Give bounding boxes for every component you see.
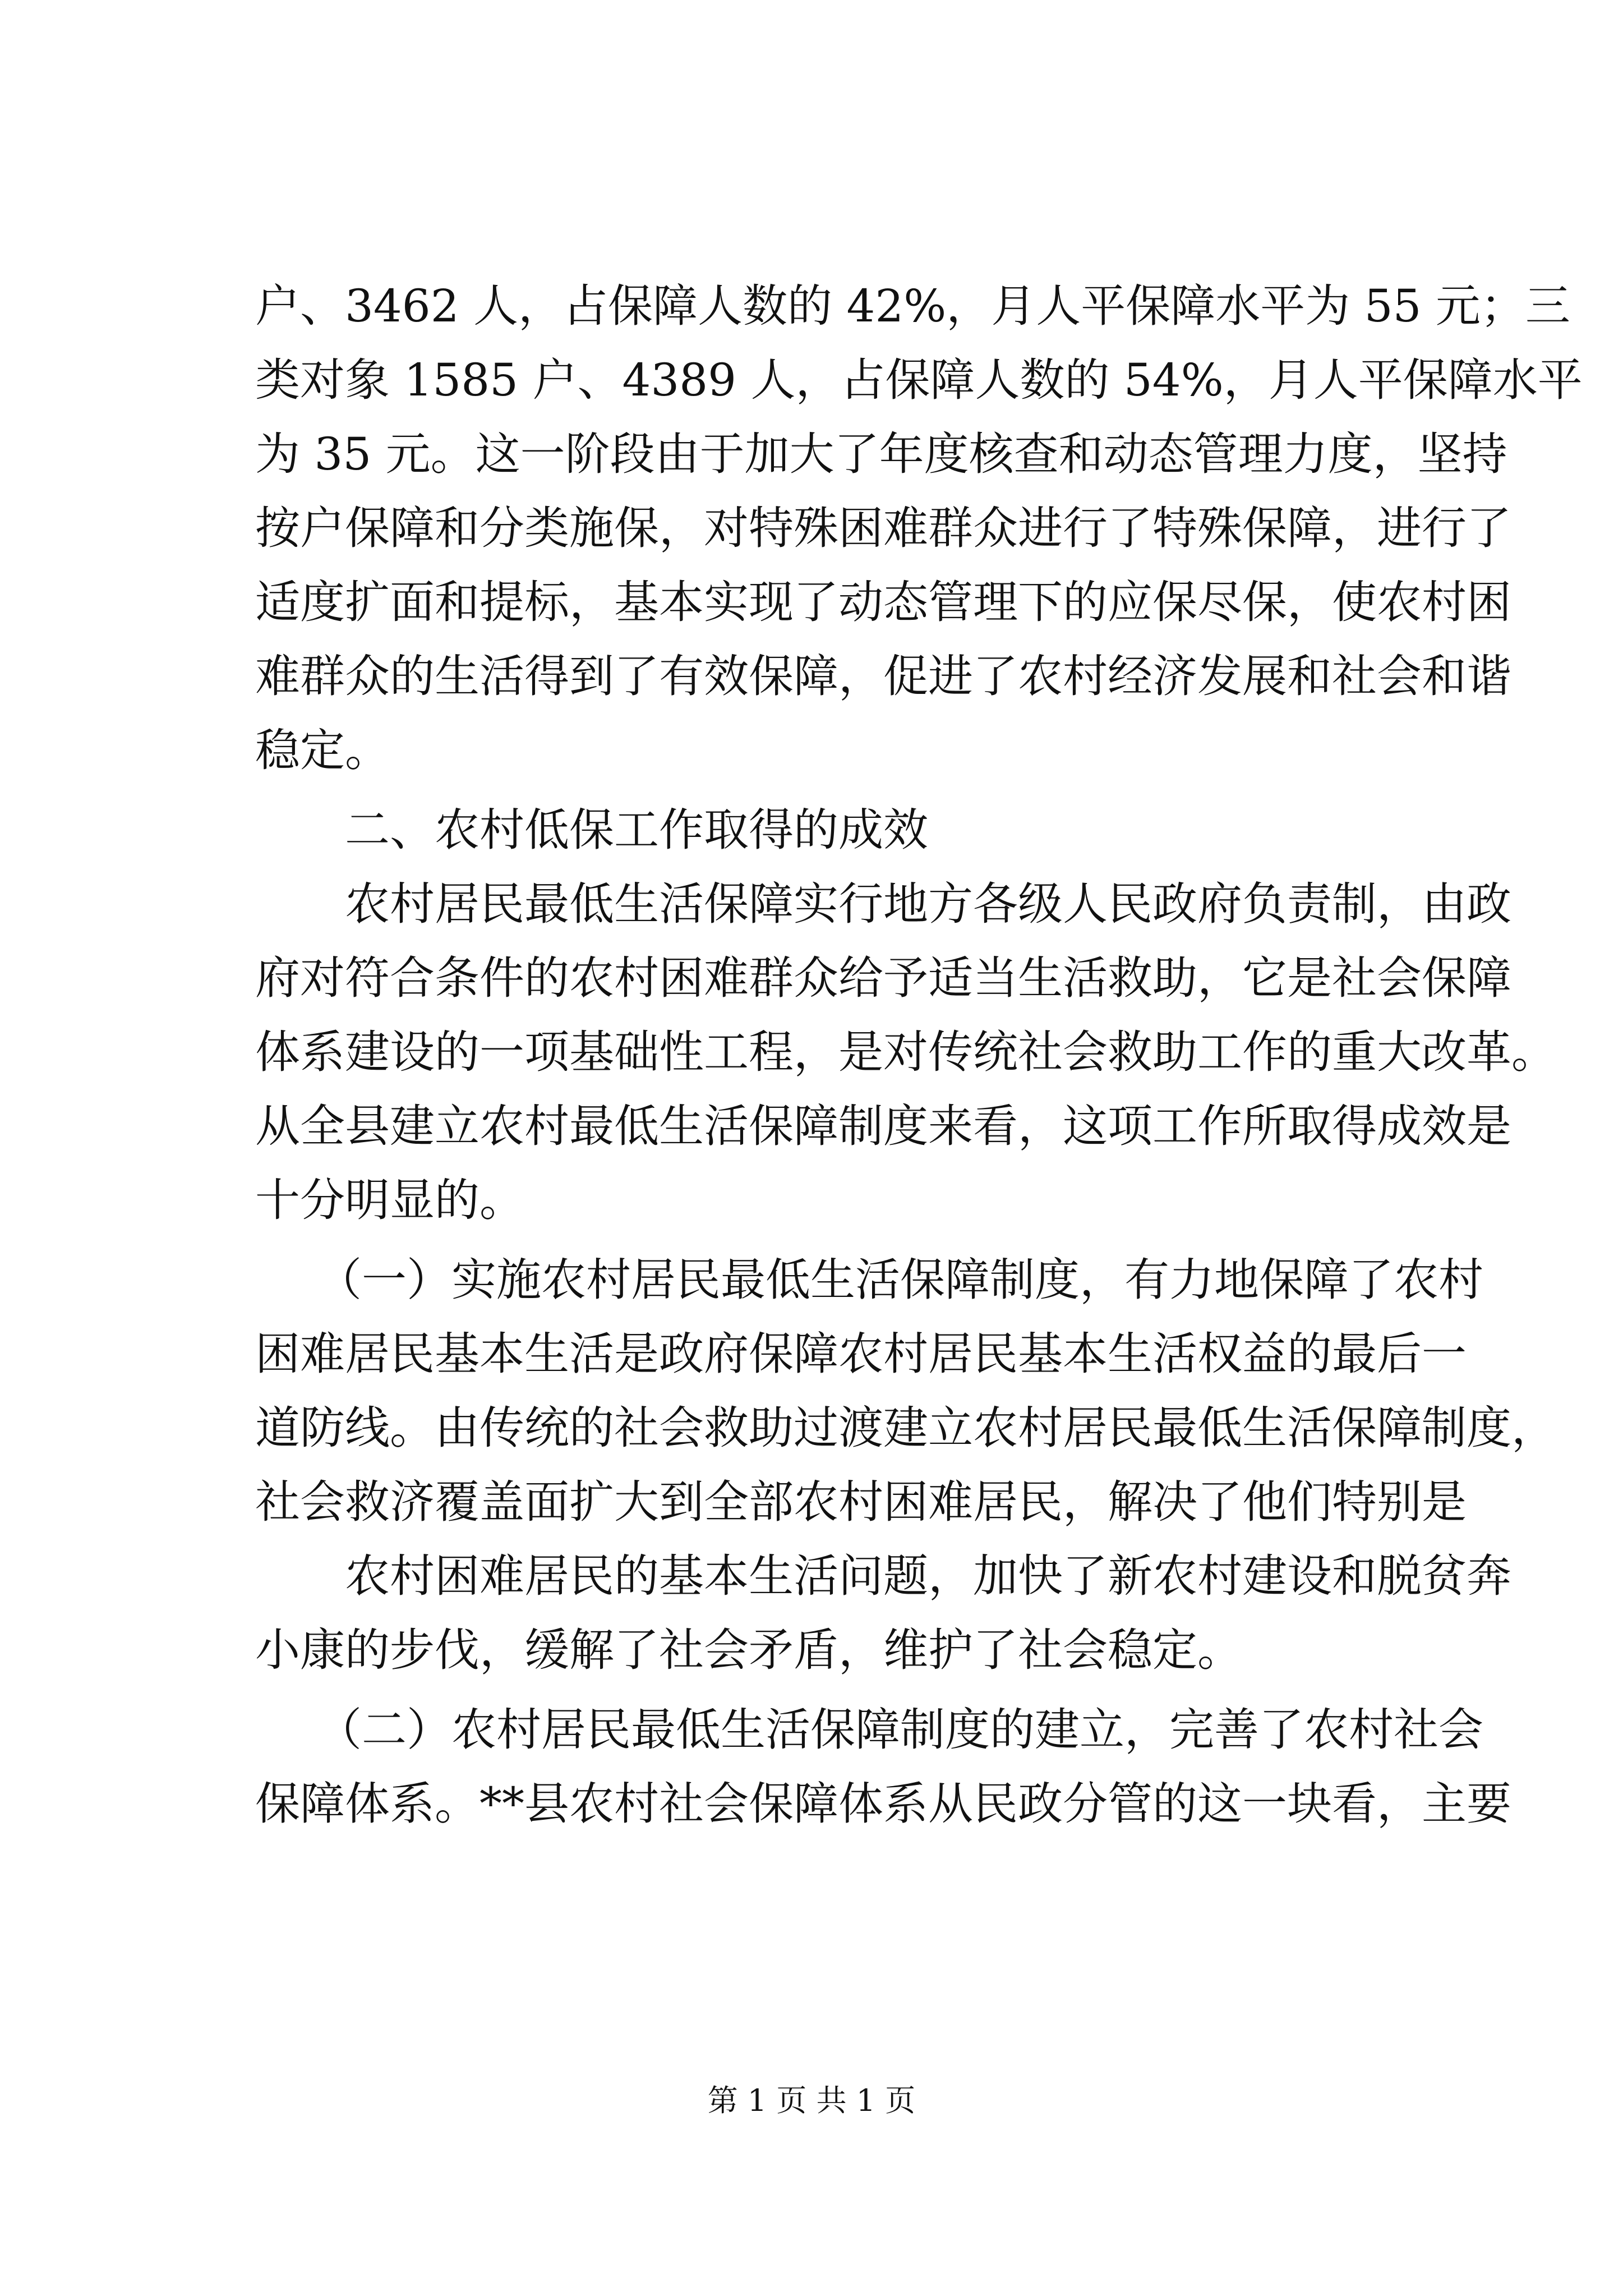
document-body	[255, 269, 1583, 1841]
body-line: 十分明显的。	[255, 1174, 524, 1226]
body-line: 道防线。由传统的社会救助过渡建立农村居民最低生活保障制度，	[255, 1402, 1556, 1454]
subsection-first-line: （一）实施农村居民最低生活保障制度，有力地保障了农村	[317, 1254, 1483, 1306]
subsection-first-line: （二）农村居民最低生活保障制度的建立，完善了农村社会	[317, 1704, 1483, 1756]
body-line: 稳定。	[255, 724, 390, 776]
body-line: 为 35 元。这一阶段由于加大了年度核查和动态管理力度，坚持	[255, 428, 1507, 480]
body-line: 类对象 1585 户、4389 人，占保障人数的 54%，月人平保障水平	[255, 354, 1583, 406]
body-line: 从全县建立农村最低生活保障制度来看，这项工作所取得成效是	[255, 1100, 1511, 1152]
body-line: 户、3462 人，占保障人数的 42%，月人平保障水平为 55 元；三	[255, 280, 1570, 332]
section-heading: 二、农村低保工作取得的成效	[345, 804, 928, 856]
body-line: 小康的步伐，缓解了社会矛盾，维护了社会稳定。	[255, 1624, 1242, 1676]
body-line: 按户保障和分类施保，对特殊困难群众进行了特殊保障，进行了	[255, 502, 1511, 554]
paragraph-first-line: 农村困难居民的基本生活问题，加快了新农村建设和脱贫奔	[345, 1550, 1511, 1602]
body-line: 难群众的生活得到了有效保障，促进了农村经济发展和社会和谐	[255, 650, 1511, 702]
body-line: 体系建设的一项基础性工程，是对传统社会救助工作的重大改革。	[255, 1026, 1556, 1078]
body-line: 困难居民基本生活是政府保障农村居民基本生活权益的最后一	[255, 1328, 1467, 1380]
body-line: 保障体系。**县农村社会保障体系从民政分管的这一块看，主要	[255, 1778, 1511, 1830]
body-line: 适度扩面和提标，基本实现了动态管理下的应保尽保，使农村困	[255, 576, 1511, 628]
body-line: 社会救济覆盖面扩大到全部农村困难居民，解决了他们特别是	[255, 1476, 1467, 1528]
paragraph-first-line: 农村居民最低生活保障实行地方各级人民政府负责制，由政	[345, 878, 1511, 930]
body-line: 府对符合条件的农村困难群众给予适当生活救助，它是社会保障	[255, 952, 1511, 1004]
page-footer: 第 1 页 共 1 页	[707, 2083, 916, 2118]
